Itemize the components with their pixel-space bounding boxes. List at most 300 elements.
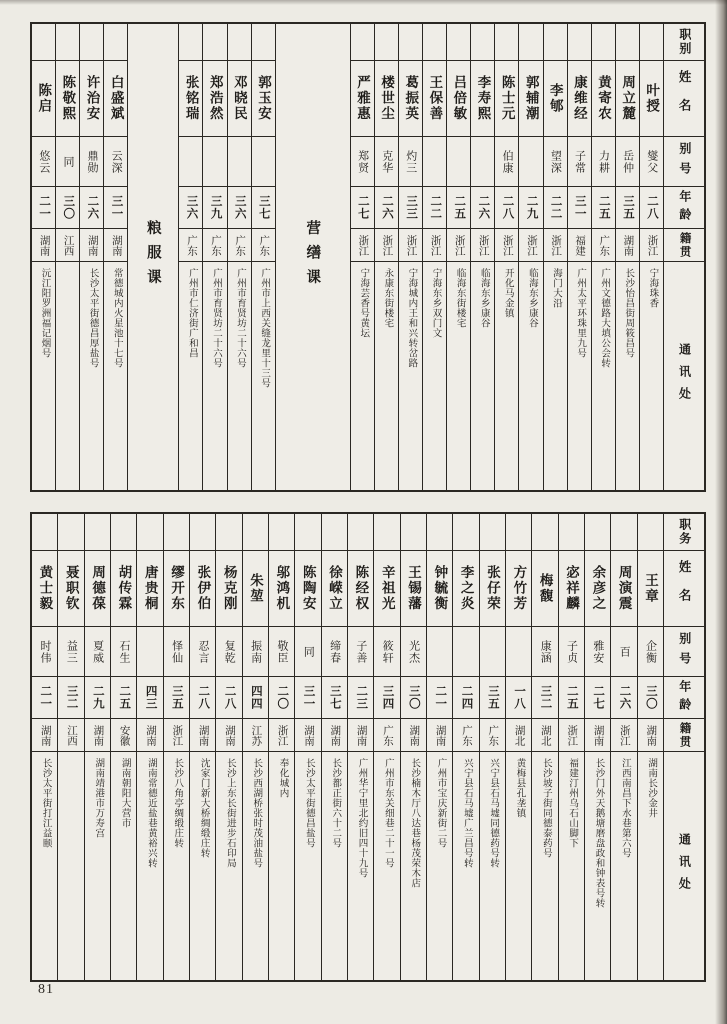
address-cell: [137, 751, 162, 980]
alias-text: 百: [618, 645, 631, 658]
name-cell: [269, 550, 294, 626]
alias-text: 岳仲: [621, 149, 634, 174]
origin-cell: [568, 228, 591, 261]
name-cell: [32, 60, 55, 136]
header-origin-label: 籍贯: [678, 231, 691, 259]
alias-cell: [252, 136, 275, 186]
address-cell: [447, 261, 470, 490]
origin-cell: [104, 228, 127, 261]
address-text: 沈家门新大桥绸缎庄转: [198, 758, 209, 858]
person-column: [531, 514, 557, 980]
person-column: [178, 24, 202, 490]
role-cell: [568, 24, 591, 60]
origin-text: 浙江: [357, 234, 369, 256]
alias-cell: [480, 626, 505, 676]
role-cell: [495, 24, 518, 60]
name-cell: [640, 60, 663, 136]
name-text: 张伊伯: [195, 565, 211, 612]
alias-cell: [519, 136, 542, 186]
header-column: [663, 24, 704, 490]
role-cell: [32, 514, 57, 550]
name-text: 郑浩然: [207, 75, 223, 122]
name-cell: [616, 60, 639, 136]
origin-text: 浙江: [525, 234, 537, 256]
name-cell: [348, 550, 373, 626]
roster-table-bottom: [30, 512, 706, 982]
role-cell: [348, 514, 373, 550]
alias-text: 雅安: [591, 639, 604, 664]
person-column: [426, 514, 452, 980]
address-cell: [616, 261, 639, 490]
address-text: 宁海珠香: [647, 268, 658, 308]
age-text: 二三: [355, 685, 368, 710]
name-text: 李寿熙: [475, 75, 491, 122]
section-column: [275, 24, 350, 490]
name-text: 许治安: [84, 75, 100, 122]
alias-text: 敬臣: [275, 639, 288, 664]
age-cell: [640, 186, 663, 228]
age-text: 二一: [38, 195, 51, 220]
origin-cell: [348, 718, 373, 751]
person-column: [202, 24, 226, 490]
alias-cell: [532, 626, 557, 676]
name-text: 严雅惠: [355, 75, 371, 122]
address-cell: [568, 261, 591, 490]
alias-cell: [32, 136, 55, 186]
address-text: 广州市东关细巷二十一号: [382, 758, 393, 868]
name-text: 白盛斌: [108, 75, 124, 122]
header-name-label: 姓名: [677, 70, 692, 127]
header-address-label: 通讯处: [677, 833, 692, 899]
origin-cell: [374, 718, 399, 751]
address-text: 奉化城内: [277, 758, 288, 798]
address-text: 临海东乡康谷: [478, 268, 489, 328]
address-text: 黄梅县孔垄镇: [514, 758, 525, 818]
address-cell: [85, 751, 110, 980]
name-cell: [495, 60, 518, 136]
age-text: 三一: [302, 685, 315, 710]
address-cell: [532, 751, 557, 980]
name-text: 康维经: [571, 75, 587, 122]
person-column: [374, 24, 398, 490]
origin-cell: [471, 228, 494, 261]
role-cell: [56, 24, 79, 60]
role-cell: [423, 24, 446, 60]
role-cell: [375, 24, 398, 60]
person-column: [518, 24, 542, 490]
name-text: 叶授: [644, 83, 660, 114]
name-text: 葛振英: [403, 75, 419, 122]
age-text: 二七: [356, 195, 369, 220]
age-text: 三四: [381, 685, 394, 710]
age-cell: [453, 676, 478, 718]
origin-cell: [559, 718, 584, 751]
origin-text: 湖北: [513, 724, 525, 746]
origin-cell: [216, 718, 241, 751]
name-cell: [401, 550, 426, 626]
age-cell: [216, 676, 241, 718]
age-cell: [544, 186, 567, 228]
alias-cell: [164, 626, 189, 676]
age-cell: [322, 676, 347, 718]
age-cell: [32, 676, 57, 718]
origin-text: 广东: [258, 234, 270, 256]
name-text: 张铭瑞: [183, 75, 199, 122]
age-text: 四三: [144, 685, 157, 710]
age-text: 二六: [381, 195, 393, 220]
role-cell: [243, 514, 268, 550]
address-text: 广州华宁里北约旧四十九号: [356, 758, 367, 878]
address-text: 长沙太平街打江益颐: [40, 758, 51, 848]
person-column: [610, 514, 636, 980]
address-cell: [519, 261, 542, 490]
age-text: 二五: [453, 195, 466, 220]
person-column: [321, 514, 347, 980]
origin-cell: [203, 228, 226, 261]
alias-cell: [322, 626, 347, 676]
alias-cell: [495, 136, 518, 186]
address-text: 兴宁县石马墟同德药号转: [488, 758, 499, 868]
person-column: [189, 514, 215, 980]
age-text: 二一: [39, 685, 52, 710]
person-column: [294, 514, 320, 980]
origin-text: 浙江: [276, 724, 288, 746]
name-cell: [480, 550, 505, 626]
alias-cell: [611, 626, 636, 676]
age-text: 二二: [549, 195, 562, 220]
address-cell: [243, 751, 268, 980]
origin-cell: [164, 718, 189, 751]
role-cell: [111, 514, 136, 550]
alias-cell: [559, 626, 584, 676]
header-address-cell: [664, 261, 704, 490]
address-cell: [638, 751, 663, 980]
alias-text: 同: [61, 155, 74, 168]
age-cell: [348, 676, 373, 718]
name-text: 辛祖光: [379, 565, 395, 612]
section-column: [127, 24, 178, 490]
age-cell: [471, 186, 494, 228]
address-text: 长沙都正街六十二号: [330, 758, 341, 848]
name-text: 周演震: [616, 565, 632, 612]
person-column: [591, 24, 615, 490]
origin-cell: [519, 228, 542, 261]
address-text: 江西南昌下水巷第六号: [619, 758, 630, 858]
age-text: 三七: [328, 685, 341, 710]
role-cell: [322, 514, 347, 550]
name-cell: [228, 60, 251, 136]
origin-cell: [228, 228, 251, 261]
name-text: 黄寄农: [595, 75, 611, 122]
role-cell: [427, 514, 452, 550]
origin-cell: [427, 718, 452, 751]
name-cell: [453, 550, 478, 626]
role-cell: [585, 514, 610, 550]
alias-cell: [351, 136, 374, 186]
name-cell: [506, 550, 531, 626]
age-text: 二二: [429, 195, 442, 220]
origin-text: 湖南: [39, 724, 51, 746]
role-cell: [104, 24, 127, 60]
origin-cell: [58, 718, 83, 751]
origin-text: 广东: [210, 234, 222, 256]
origin-text: 广东: [460, 724, 472, 746]
name-text: 方竹芳: [511, 565, 527, 612]
address-text: 广州太平环珠里九号: [575, 268, 586, 358]
name-cell: [638, 550, 663, 626]
header-alias-label: 别号: [677, 141, 692, 182]
age-cell: [179, 186, 202, 228]
origin-cell: [295, 718, 320, 751]
origin-text: 湖北: [539, 724, 551, 746]
age-cell: [56, 186, 79, 228]
alias-cell: [104, 136, 127, 186]
age-cell: [401, 676, 426, 718]
alias-text: 怿仙: [170, 639, 183, 664]
name-text: 楼世尘: [379, 75, 395, 122]
name-cell: [544, 60, 567, 136]
alias-text: 企衡: [644, 639, 657, 664]
name-cell: [427, 550, 452, 626]
origin-cell: [640, 228, 663, 261]
name-cell: [447, 60, 470, 136]
origin-text: 湖南: [38, 234, 50, 256]
header-age-label: 年龄: [677, 679, 692, 716]
age-cell: [374, 676, 399, 718]
origin-cell: [532, 718, 557, 751]
age-text: 二九: [525, 195, 538, 220]
header-age-label: 年龄: [677, 189, 692, 226]
name-cell: [32, 550, 57, 626]
origin-cell: [375, 228, 398, 261]
age-text: 二五: [565, 685, 578, 710]
age-cell: [495, 186, 518, 228]
role-cell: [228, 24, 251, 60]
age-cell: [203, 186, 226, 228]
address-cell: [559, 751, 584, 980]
origin-text: 浙江: [171, 724, 183, 746]
person-column: [505, 514, 531, 980]
origin-cell: [592, 228, 615, 261]
name-text: 周德葆: [90, 565, 106, 612]
name-cell: [111, 550, 136, 626]
address-text: 长沙西湖桥张时茂油盐号: [251, 758, 262, 868]
alias-cell: [640, 136, 663, 186]
origin-text: 江西: [62, 234, 74, 256]
origin-cell: [322, 718, 347, 751]
address-cell: [252, 261, 275, 490]
name-text: 李郇: [547, 83, 563, 114]
role-cell: [58, 514, 83, 550]
name-text: 徐嵘立: [327, 565, 343, 612]
name-text: 黄士毅: [37, 565, 53, 612]
person-column: [347, 514, 373, 980]
age-text: 三五: [621, 195, 634, 220]
age-text: 三三: [405, 195, 418, 220]
name-text: 聂职钦: [63, 565, 79, 612]
alias-text: 振南: [249, 639, 262, 664]
origin-cell: [544, 228, 567, 261]
name-text: 钟毓衡: [432, 565, 448, 612]
alias-text: 复乾: [223, 639, 236, 664]
origin-text: 浙江: [501, 234, 513, 256]
origin-text: 湖南: [223, 724, 235, 746]
person-column: [251, 24, 275, 490]
origin-text: 湖南: [302, 724, 314, 746]
address-cell: [585, 751, 610, 980]
name-cell: [374, 550, 399, 626]
address-text: 永康东街楼宅: [382, 268, 393, 328]
alias-cell: [269, 626, 294, 676]
origin-text: 浙江: [453, 234, 465, 256]
alias-cell: [216, 626, 241, 676]
age-cell: [111, 676, 136, 718]
address-text: 海门大沿: [550, 268, 561, 308]
name-text: 唐贵桐: [142, 565, 158, 612]
origin-text: 湖南: [110, 234, 122, 256]
origin-text: 浙江: [477, 234, 489, 256]
person-column: [32, 514, 57, 980]
role-cell: [216, 514, 241, 550]
age-cell: [568, 186, 591, 228]
origin-cell: [611, 718, 636, 751]
name-cell: [375, 60, 398, 136]
age-text: 三九: [209, 195, 222, 220]
address-cell: [592, 261, 615, 490]
person-column: [79, 24, 103, 490]
name-cell: [532, 550, 557, 626]
alias-cell: [111, 626, 136, 676]
header-alias-label: 别号: [677, 631, 692, 672]
address-text: 长沙太平街德昌厚盐号: [87, 268, 98, 368]
name-cell: [559, 550, 584, 626]
address-cell: [506, 751, 531, 980]
age-text: 二六: [477, 195, 490, 220]
name-cell: [216, 550, 241, 626]
origin-cell: [137, 718, 162, 751]
alias-cell: [638, 626, 663, 676]
origin-text: 湖南: [645, 724, 657, 746]
alias-text: 云深: [110, 149, 123, 174]
role-cell: [611, 514, 636, 550]
address-cell: [375, 261, 398, 490]
alias-cell: [592, 136, 615, 186]
age-text: 二八: [646, 195, 659, 220]
role-cell: [85, 514, 110, 550]
name-text: 周立麓: [620, 75, 636, 122]
origin-cell: [32, 718, 57, 751]
age-cell: [447, 186, 470, 228]
name-cell: [471, 60, 494, 136]
origin-text: 浙江: [566, 724, 578, 746]
role-cell: [640, 24, 663, 60]
age-text: 三一: [110, 195, 123, 220]
origin-cell: [56, 228, 79, 261]
age-cell: [638, 676, 663, 718]
address-cell: [480, 751, 505, 980]
age-text: 二八: [501, 195, 514, 220]
person-column: [227, 24, 251, 490]
address-text: 广州市育贤坊二十六号: [210, 268, 221, 368]
alias-text: 忍言: [196, 639, 209, 664]
age-cell: [243, 676, 268, 718]
name-cell: [322, 550, 347, 626]
address-cell: [203, 261, 226, 490]
header-column: [663, 514, 704, 980]
origin-cell: [423, 228, 446, 261]
address-cell: [351, 261, 374, 490]
address-cell: [640, 261, 663, 490]
age-cell: [190, 676, 215, 718]
header-name-label: 姓名: [677, 560, 692, 617]
age-text: 三〇: [644, 685, 657, 710]
person-column: [567, 24, 591, 490]
alias-cell: [423, 136, 446, 186]
origin-text: 福建: [574, 234, 586, 256]
age-text: 二六: [618, 685, 631, 710]
origin-text: 湖南: [329, 724, 341, 746]
name-cell: [58, 550, 83, 626]
person-column: [242, 514, 268, 980]
person-column: [57, 514, 83, 980]
name-cell: [203, 60, 226, 136]
alias-cell: [401, 626, 426, 676]
alias-text: 子常: [573, 149, 586, 174]
origin-text: 江西: [66, 724, 78, 746]
age-cell: [616, 186, 639, 228]
alias-text: 子善: [354, 639, 367, 664]
origin-text: 江苏: [250, 724, 262, 746]
age-text: 二六: [86, 195, 99, 220]
person-column: [558, 514, 584, 980]
origin-cell: [638, 718, 663, 751]
name-text: 王保善: [427, 75, 443, 122]
name-cell: [423, 60, 446, 136]
address-text: 宁海城内王和兴转岔路: [406, 268, 417, 368]
age-cell: [399, 186, 422, 228]
age-text: 二五: [597, 195, 610, 220]
name-text: 王章: [642, 573, 658, 604]
alias-cell: [506, 626, 531, 676]
origin-text: 广东: [185, 234, 197, 256]
alias-cell: [228, 136, 251, 186]
address-text: 宁海东乡双门文: [430, 268, 441, 338]
age-cell: [80, 186, 103, 228]
age-cell: [295, 676, 320, 718]
address-text: 长沙太平街德昌盐号: [303, 758, 314, 848]
name-text: 王锡藩: [406, 565, 422, 612]
name-cell: [585, 550, 610, 626]
header-role-cell: [664, 514, 704, 550]
origin-text: 安徽: [118, 724, 130, 746]
origin-cell: [506, 718, 531, 751]
alias-cell: [471, 136, 494, 186]
header-name-cell: [664, 60, 704, 136]
role-cell: [447, 24, 470, 60]
address-cell: [56, 261, 79, 490]
address-cell: [58, 751, 83, 980]
age-cell: [32, 186, 55, 228]
name-text: 邬鸿机: [274, 565, 290, 612]
origin-cell: [252, 228, 275, 261]
origin-text: 广东: [381, 724, 393, 746]
age-text: 一八: [513, 685, 526, 710]
address-text: 广州市仁济街广和昌: [186, 268, 197, 358]
name-text: 陈经权: [353, 565, 369, 612]
name-cell: [85, 550, 110, 626]
age-text: 二八: [197, 685, 210, 710]
address-cell: [495, 261, 518, 490]
